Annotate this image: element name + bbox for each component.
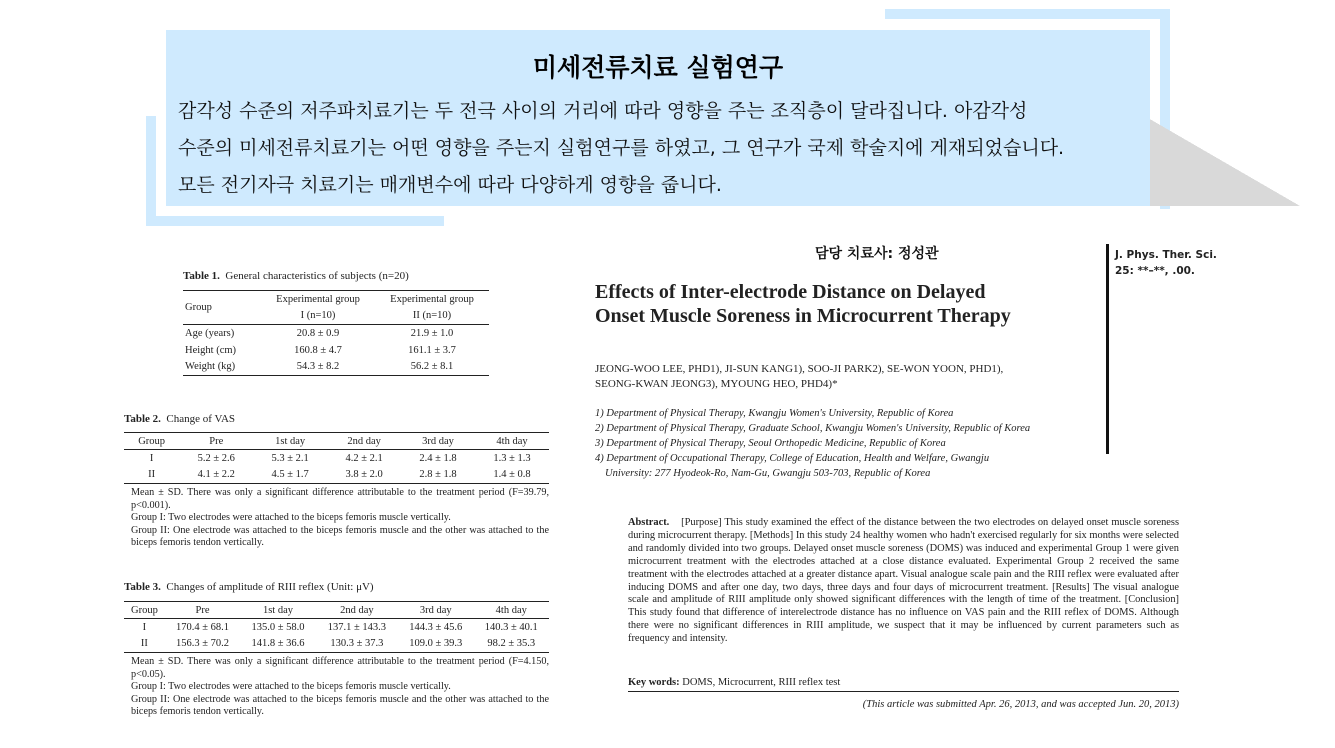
table-cell: II bbox=[124, 636, 165, 653]
table-cell: 4.1 ± 2.2 bbox=[179, 467, 253, 484]
table1-label: Table 1. bbox=[183, 270, 220, 282]
table-cell: 3.8 ± 2.0 bbox=[327, 467, 401, 484]
journal-info bbox=[1115, 247, 1217, 279]
table3-label: Table 3. bbox=[124, 581, 161, 593]
banner-line: 감각성 수준의 저주파치료기는 두 전극 사이의 거리에 따라 영향을 주는 조직층이 달라집니다. 아감각성 bbox=[178, 100, 1028, 122]
table-cell: 54.3 ± 8.2 bbox=[261, 359, 375, 376]
table1-header: Group bbox=[183, 291, 261, 325]
table-row bbox=[124, 450, 549, 467]
keywords-text: DOMS, Microcurrent, RIII reflex test bbox=[682, 677, 841, 688]
table-cell: 144.3 ± 45.6 bbox=[409, 621, 463, 633]
paper-title bbox=[595, 280, 1011, 328]
banner-shadow bbox=[1148, 118, 1300, 206]
banner-title: 미세전류치료 실험연구 bbox=[532, 53, 784, 82]
table3-header: Group bbox=[124, 602, 165, 619]
table1-subheader: II (n=10) bbox=[375, 308, 489, 325]
table3 bbox=[124, 601, 549, 653]
keywords bbox=[628, 677, 840, 688]
submission-note: (This article was submitted Apr. 26, 2013, and was accepted Jun. 20, 2013) bbox=[862, 699, 1179, 710]
table-cell: II bbox=[124, 467, 179, 484]
table-cell: I bbox=[149, 452, 154, 464]
journal-name: J. Phys. Ther. Sci. bbox=[1115, 249, 1217, 261]
paper-authors bbox=[595, 362, 1003, 392]
table-cell: 109.0 ± 39.3 bbox=[398, 636, 473, 653]
table-cell: 140.3 ± 40.1 bbox=[484, 621, 538, 633]
table-row bbox=[183, 342, 489, 359]
table1-header: Experimental group bbox=[261, 291, 375, 308]
table2-header: 1st day bbox=[253, 433, 327, 450]
table2-label: Table 2. bbox=[124, 413, 161, 425]
table-cell: Age (years) bbox=[185, 327, 235, 339]
table2-title: Change of VAS bbox=[166, 413, 236, 425]
table2-caption bbox=[124, 413, 235, 425]
table-cell: 130.3 ± 37.3 bbox=[316, 636, 398, 653]
table-cell: 20.8 ± 0.9 bbox=[296, 327, 340, 339]
table3-header: Pre bbox=[165, 602, 240, 619]
table-cell: 135.0 ± 58.0 bbox=[251, 621, 305, 633]
table-row bbox=[124, 619, 549, 636]
affiliation: 1) Department of Physical Therapy, Kwangju Women's University, Republic of Korea bbox=[595, 408, 954, 419]
table-cell: Weight (kg) bbox=[183, 359, 261, 376]
table2-header: 2nd day bbox=[327, 433, 401, 450]
table1-subheader: I (n=10) bbox=[261, 308, 375, 325]
banner-line: 모든 전기자극 치료기는 매개변수에 따라 다양하게 영향을 줍니다. bbox=[178, 174, 722, 196]
keywords-label: Key words: bbox=[628, 677, 680, 688]
table1-caption bbox=[183, 270, 409, 282]
table3-notes bbox=[131, 656, 549, 719]
table-cell: 160.8 ± 4.7 bbox=[294, 344, 342, 356]
table2-header: Pre bbox=[179, 433, 253, 450]
table-cell: 4.2 ± 2.1 bbox=[345, 452, 383, 464]
table2-header: 3rd day bbox=[401, 433, 475, 450]
table-cell: 1.3 ± 1.3 bbox=[493, 452, 531, 464]
banner-line: 수준의 미세전류치료기는 어떤 영향을 주는지 실험연구를 하였고, 그 연구가 국제 학술지에 게재되었습니다. bbox=[178, 137, 1065, 159]
table-cell: 5.3 ± 2.1 bbox=[271, 452, 309, 464]
table3-header: 2nd day bbox=[316, 602, 398, 619]
table-cell: I bbox=[142, 621, 147, 633]
table-cell: 4.5 ± 1.7 bbox=[253, 467, 327, 484]
authors-line: SEONG-KWAN JEONG3), MYOUNG HEO, PHD4)* bbox=[595, 378, 838, 390]
abstract-text: [Purpose] This study examined the effect of the distance between the two electrodes on delayed onset muscle soreness during microcurrent therapy. [Methods] In this study 24 healthy women who hadn't exercised regularly for six months were selected and randomly divided into two groups. Delayed onset muscle soreness (DOMS) was induced and experimental Group 1 were given microcurrent treatment with the electrodes attached at a close distance evaluated. Experimental Group 2 received the same treatment with the electrodes attached at a greater distance apart. Visual analogue scale pain and the RIII reflex were evaluated after inducing DOMS and after one day, two days, three days and four days of microcurrent treatment. [Results] The visual analogue scale and amplitude of RIII amplitude only showed significant differences with the length of time of the treatment. [Conclusion] This study found that difference of interelectrode distance has no influence on VAS pain and the RIII reflex of DOMS. Although there were no significant differences in RIII amplitude, we suspect that it may be influenced by current parameters such as frequency and intensity. bbox=[628, 517, 1180, 645]
table3-title: Changes of amplitude of RIII reflex (Unit: μV) bbox=[166, 581, 374, 593]
table-cell: 170.4 ± 68.1 bbox=[176, 621, 230, 633]
table2-notes bbox=[131, 487, 549, 550]
table-cell: Height (cm) bbox=[185, 344, 237, 356]
abstract-label: Abstract. bbox=[628, 517, 670, 528]
paper-affiliations bbox=[595, 406, 1030, 481]
table3-header: 1st day bbox=[240, 602, 315, 619]
table1-header: Experimental group bbox=[375, 291, 489, 308]
paper-title-line: Onset Muscle Soreness in Microcurrent Therapy bbox=[595, 305, 1011, 327]
table-cell: 1.4 ± 0.8 bbox=[475, 467, 549, 484]
table-row bbox=[183, 359, 489, 376]
table-note: Group II: One electrode was attached to the biceps femoris muscle and the other was attached to the biceps femoris tendon vertically. bbox=[131, 693, 549, 718]
table-cell: 141.8 ± 36.6 bbox=[240, 636, 315, 653]
table-note: Mean ± SD. There was only a significant difference attributable to the treatment period (F=39.79, p<0.001). bbox=[131, 487, 549, 511]
keywords-rule bbox=[628, 691, 1179, 692]
affiliation: 3) Department of Physical Therapy, Seoul Orthopedic Medicine, Republic of Korea bbox=[595, 438, 946, 449]
abstract bbox=[628, 517, 1179, 646]
affiliation: 2) Department of Physical Therapy, Graduate School, Kwangju Women's University, Republic of Korea bbox=[595, 423, 1031, 434]
table-cell: 56.2 ± 8.1 bbox=[375, 359, 489, 376]
table1-title: General characteristics of subjects (n=20) bbox=[225, 270, 409, 282]
table-cell: 5.2 ± 2.6 bbox=[197, 452, 235, 464]
table-row bbox=[124, 636, 549, 653]
table2-header: 4th day bbox=[475, 433, 549, 450]
table-cell: 156.3 ± 70.2 bbox=[165, 636, 240, 653]
affiliation: 4) Department of Occupational Therapy, College of Education, Health and Welfare, Gwangju bbox=[595, 453, 990, 464]
table-cell: 21.9 ± 1.0 bbox=[410, 327, 454, 339]
table1 bbox=[183, 290, 489, 376]
table-note: Group I: Two electrodes were attached to the biceps femoris muscle vertically. bbox=[131, 512, 451, 524]
table-row bbox=[124, 467, 549, 484]
journal-volume: 25: **–**, .00. bbox=[1115, 265, 1195, 277]
table-note: Mean ± SD. There was only a significant difference attributable to the treatment period (F=4.150, p<0.05). bbox=[131, 656, 549, 680]
intro-banner bbox=[166, 30, 1150, 206]
table2 bbox=[124, 432, 549, 484]
authors-line: JEONG-WOO LEE, PHD1), JI-SUN KANG1), SOO-JI PARK2), SE-WON YOON, PHD1), bbox=[595, 363, 1004, 375]
journal-divider bbox=[1106, 244, 1109, 454]
table-cell: 137.1 ± 143.3 bbox=[327, 621, 387, 633]
affiliation: University: 277 Hyodeok-Ro, Nam-Gu, Gwangju 503-703, Republic of Korea bbox=[605, 468, 931, 479]
table3-header: 3rd day bbox=[398, 602, 473, 619]
table-cell: 2.8 ± 1.8 bbox=[401, 467, 475, 484]
table-note: Group I: Two electrodes were attached to the biceps femoris muscle vertically. bbox=[131, 681, 451, 693]
table-row bbox=[183, 325, 489, 342]
table2-header: Group bbox=[124, 433, 179, 450]
table-note: Group II: One electrode was attached to the biceps femoris muscle and the other was attached to the biceps femoris tendon vertically. bbox=[131, 524, 549, 549]
table-cell: 2.4 ± 1.8 bbox=[419, 452, 457, 464]
paper-title-line: Effects of Inter-electrode Distance on Delayed bbox=[595, 281, 986, 303]
table-cell: 98.2 ± 35.3 bbox=[474, 636, 549, 653]
table-cell: 161.1 ± 3.7 bbox=[408, 344, 456, 356]
table3-caption bbox=[124, 581, 374, 593]
table3-header: 4th day bbox=[474, 602, 549, 619]
therapist-label: 담당 치료사: 정성관 bbox=[815, 246, 939, 262]
